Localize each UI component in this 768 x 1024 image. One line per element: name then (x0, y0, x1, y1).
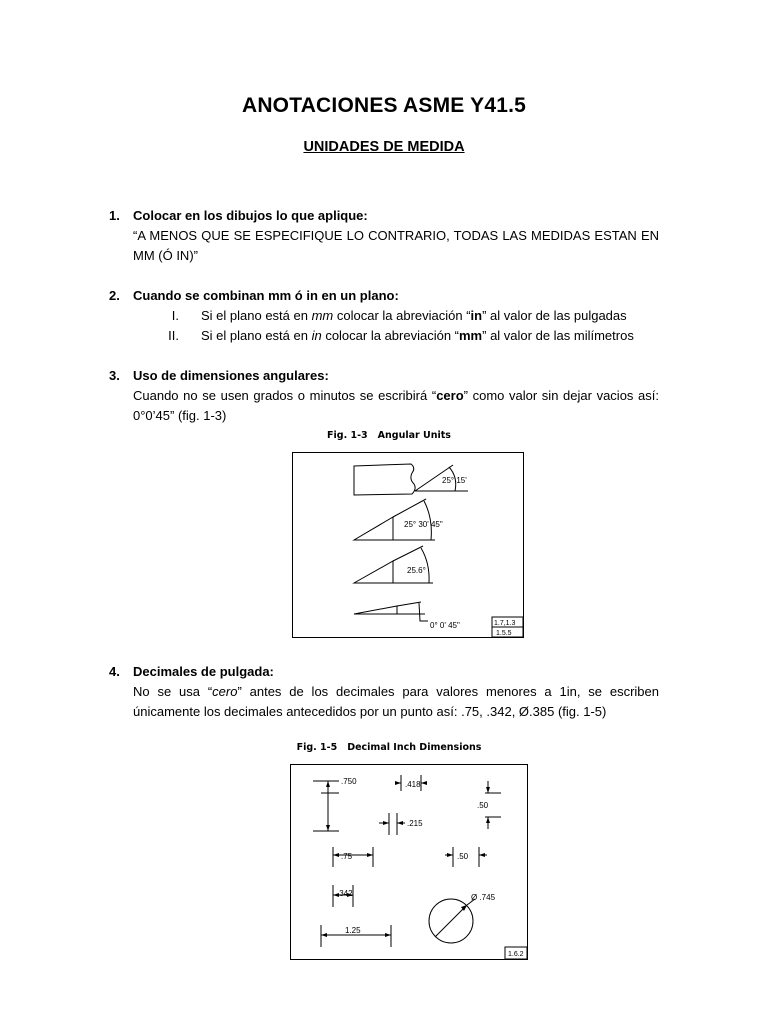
item-heading: Cuando se combinan mm ó in en un plano: (133, 288, 399, 303)
angle-label: 25° 15' (442, 476, 467, 485)
sub-item-1 (133, 306, 659, 326)
list-item-4 (109, 662, 659, 722)
figure-decimal-inch-dimensions (290, 764, 528, 960)
dimension-label: .50 (477, 801, 489, 810)
item-number: 2. (109, 288, 120, 303)
dimension-label: .750 (341, 777, 357, 786)
angle-label: 25° 30' 45" (404, 520, 443, 529)
item-body: No se usa “cero” antes de los decimales para valores menores a 1in, se escriben únicamente los decimales antecedidos por un punto así: .75, .342, Ø.385 (fig. 1-5) (133, 684, 659, 719)
angle-label: 25.6° (407, 566, 426, 575)
page-title: ANOTACIONES ASME Y41.5 (241, 94, 527, 117)
figure-reference: 1.6.2 (508, 951, 524, 958)
item-body: Cuando no se usen grados o minutos se escribirá “cero” como valor sin dejar vacios así: 0°0’45” (fig. 1-3) (133, 388, 659, 423)
dimension-label: .75 (341, 852, 353, 861)
dimension-label: .342 (337, 889, 353, 898)
list-item-1 (109, 206, 659, 266)
item-heading: Colocar en los dibujos lo que aplique: (133, 208, 368, 223)
item-heading: Decimales de pulgada: (133, 664, 274, 679)
dimension-label: 1.25 (345, 926, 361, 935)
list-item-3 (109, 366, 659, 426)
item-number: 1. (109, 208, 120, 223)
dimension-label: .215 (407, 819, 423, 828)
item-heading: Uso de dimensiones angulares: (133, 368, 329, 383)
angle-label: 0° 0' 45" (430, 621, 460, 630)
sub-item-text: Si el plano está en in colocar la abreviación “mm” al valor de las milímetros (201, 328, 634, 343)
dimension-label: .418 (405, 780, 421, 789)
figure-caption: Fig. 1-3 Angular Units (327, 430, 451, 441)
figure-angular-units (292, 452, 524, 638)
sub-item-2 (133, 326, 659, 346)
decimal-inch-drawing (291, 765, 527, 959)
item-body: “A MENOS QUE SE ESPECIFIQUE LO CONTRARIO, TODAS LAS MEDIDAS ESTAN EN MM (Ó IN)” (133, 228, 659, 263)
figure-reference: 1.7,1.3 (494, 620, 516, 627)
dimension-label: .50 (457, 852, 469, 861)
item-number: 3. (109, 368, 120, 383)
figure-caption: Fig. 1-5 Decimal Inch Dimensions (296, 742, 482, 753)
dimension-label: Ø .745 (471, 893, 496, 902)
roman-numeral: II. (168, 328, 179, 343)
sub-item-text: Si el plano está en mm colocar la abreviación “in” al valor de las pulgadas (201, 308, 627, 323)
page-subtitle: UNIDADES DE MEDIDA (303, 139, 465, 155)
list-item-2 (109, 286, 659, 346)
roman-numeral: I. (171, 308, 179, 323)
item-number: 4. (109, 664, 120, 679)
figure-reference: 1.5.5 (496, 630, 512, 637)
angular-units-drawing (293, 453, 523, 637)
